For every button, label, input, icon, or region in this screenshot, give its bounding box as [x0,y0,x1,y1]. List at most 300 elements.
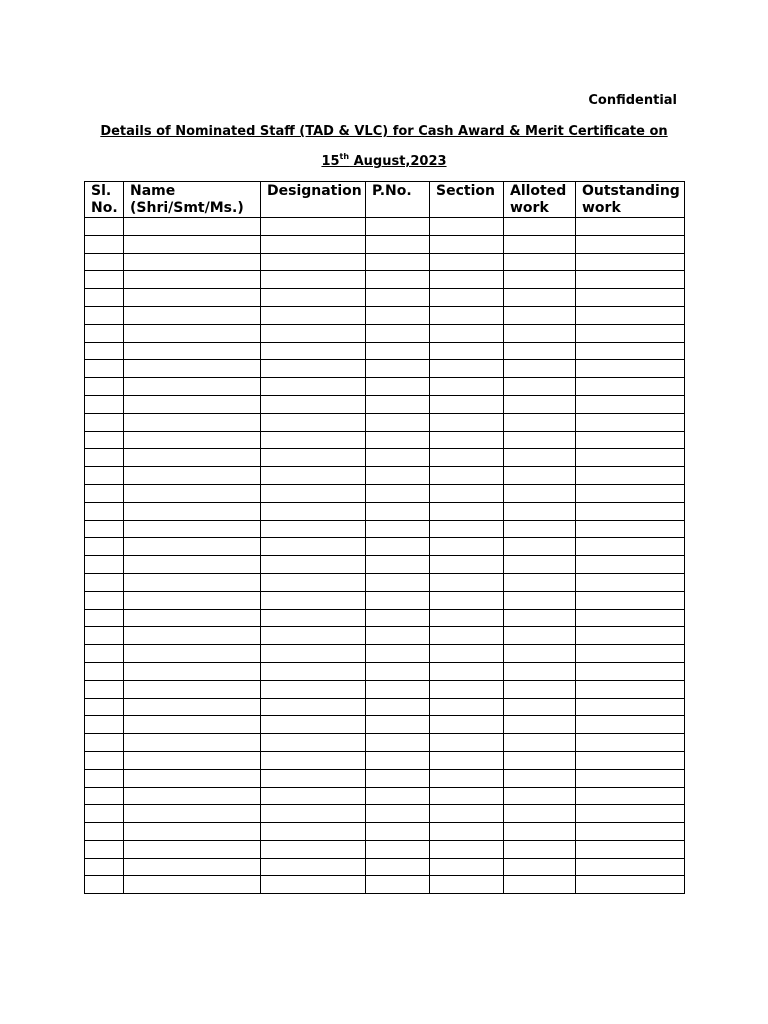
table-row [85,324,685,342]
table-cell [261,306,366,324]
table-cell [430,645,504,663]
table-cell [124,324,261,342]
table-row [85,306,685,324]
table-cell [366,342,430,360]
table-cell [430,484,504,502]
table-row [85,360,685,378]
table-cell [85,467,124,485]
table-row [85,378,685,396]
table-cell [576,378,685,396]
table-cell [430,395,504,413]
table-cell [261,253,366,271]
table-cell [576,734,685,752]
col-header-designation: Designation [261,182,366,218]
table-row [85,395,685,413]
table-cell [576,573,685,591]
table-cell [261,858,366,876]
col-header-name: Name (Shri/Smt/Ms.) [124,182,261,218]
table-cell [504,573,576,591]
table-cell [85,609,124,627]
table-cell [430,769,504,787]
table-cell [261,876,366,894]
table-cell [430,680,504,698]
table-cell [366,538,430,556]
table-cell [85,324,124,342]
table-cell [85,698,124,716]
table-cell [85,680,124,698]
table-cell [366,556,430,574]
table-cell [576,395,685,413]
table-row [85,876,685,894]
table-cell [366,627,430,645]
table-cell [261,413,366,431]
table-cell [576,591,685,609]
table-cell [576,342,685,360]
table-cell [85,289,124,307]
table-cell [504,538,576,556]
table-cell [430,716,504,734]
table-cell [85,253,124,271]
table-cell [504,645,576,663]
table-cell [504,378,576,396]
table-cell [261,342,366,360]
table-cell [124,413,261,431]
table-row [85,840,685,858]
table-cell [261,360,366,378]
table-cell [366,769,430,787]
table-cell [366,484,430,502]
table-cell [124,769,261,787]
table-row [85,805,685,823]
table-cell [85,805,124,823]
table-cell [261,805,366,823]
table-cell [124,484,261,502]
table-cell [366,360,430,378]
table-row [85,413,685,431]
table-cell [85,235,124,253]
table-cell [124,538,261,556]
staff-table [84,181,685,894]
document-title: Details of Nominated Staff (TAD & VLC) for Cash Award & Merit Certificate on [100,124,668,139]
table-cell [85,627,124,645]
table-cell [124,378,261,396]
table-row [85,431,685,449]
table-cell [430,520,504,538]
table-row [85,609,685,627]
table-cell [430,306,504,324]
table-cell [85,573,124,591]
table-cell [366,787,430,805]
table-cell [576,662,685,680]
table-cell [504,502,576,520]
table-cell [576,271,685,289]
table-cell [430,787,504,805]
table-cell [430,876,504,894]
table-cell [124,680,261,698]
table-cell [576,431,685,449]
table-cell [576,698,685,716]
table-cell [124,876,261,894]
table-cell [366,378,430,396]
table-row [85,253,685,271]
table-cell [366,609,430,627]
table-cell [85,840,124,858]
table-cell [366,591,430,609]
table-cell [430,840,504,858]
table-cell [430,253,504,271]
table-cell [124,840,261,858]
table-row [85,662,685,680]
table-cell [576,520,685,538]
table-cell [576,609,685,627]
table-cell [366,858,430,876]
table-cell [124,502,261,520]
table-cell [504,591,576,609]
table-cell [261,378,366,396]
table-cell [504,858,576,876]
table-cell [576,858,685,876]
table-cell [430,734,504,752]
table-cell [576,716,685,734]
table-cell [85,591,124,609]
table-cell [261,787,366,805]
table-cell [576,449,685,467]
table-row [85,556,685,574]
table-row [85,235,685,253]
table-cell [430,858,504,876]
table-cell [430,413,504,431]
table-cell [504,467,576,485]
table-row [85,502,685,520]
table-row [85,858,685,876]
table-cell [366,413,430,431]
table-cell [261,324,366,342]
table-row [85,751,685,769]
table-cell [504,324,576,342]
table-cell [576,680,685,698]
table-cell [430,378,504,396]
table-cell [430,556,504,574]
col-header-p-no: P.No. [366,182,430,218]
table-cell [124,787,261,805]
table-cell [85,645,124,663]
table-cell [261,502,366,520]
table-cell [85,449,124,467]
table-cell [261,662,366,680]
table-cell [504,876,576,894]
table-cell [576,787,685,805]
table-cell [366,253,430,271]
table-cell [504,449,576,467]
table-cell [366,751,430,769]
table-cell [124,253,261,271]
table-cell [430,823,504,841]
col-header-section: Section [430,182,504,218]
table-cell [124,716,261,734]
table-cell [430,218,504,236]
table-cell [504,734,576,752]
table-cell [85,306,124,324]
table-cell [261,645,366,663]
table-cell [124,306,261,324]
table-cell [261,449,366,467]
table-cell [504,840,576,858]
table-row [85,520,685,538]
table-cell [576,413,685,431]
table-cell [430,609,504,627]
table-cell [261,591,366,609]
table-cell [576,324,685,342]
table-cell [504,520,576,538]
table-cell [261,395,366,413]
table-cell [261,716,366,734]
table-cell [261,218,366,236]
table-cell [504,698,576,716]
table-cell [366,449,430,467]
table-cell [261,698,366,716]
table-cell [261,484,366,502]
table-cell [261,520,366,538]
table-cell [504,716,576,734]
table-cell [430,431,504,449]
table-cell [504,413,576,431]
table-cell [366,662,430,680]
table-cell [261,609,366,627]
table-header-row [85,182,685,218]
table-row [85,218,685,236]
table-cell [124,645,261,663]
table-row [85,467,685,485]
table-cell [576,751,685,769]
table-cell [504,627,576,645]
table-cell [261,823,366,841]
table-cell [261,769,366,787]
table-cell [430,449,504,467]
table-cell [124,591,261,609]
table-cell [366,218,430,236]
table-row [85,627,685,645]
table-row [85,698,685,716]
table-cell [576,823,685,841]
table-cell [504,218,576,236]
table-cell [366,271,430,289]
table-cell [85,395,124,413]
table-cell [261,680,366,698]
table-cell [504,271,576,289]
table-cell [124,467,261,485]
table-cell [576,218,685,236]
table-cell [430,360,504,378]
table-cell [366,306,430,324]
table-cell [124,449,261,467]
table-cell [504,805,576,823]
confidential-label: Confidential [588,93,677,108]
table-row [85,591,685,609]
table-cell [366,680,430,698]
table-cell [504,431,576,449]
table-cell [124,431,261,449]
table-cell [504,253,576,271]
table-cell [124,218,261,236]
table-cell [124,858,261,876]
table-cell [576,484,685,502]
table-cell [576,502,685,520]
table-cell [85,858,124,876]
table-cell [430,235,504,253]
date-rest: August,2023 [349,154,447,169]
table-cell [576,627,685,645]
table-cell [576,805,685,823]
table-cell [85,271,124,289]
table-cell [430,342,504,360]
table-cell [124,520,261,538]
table-cell [366,573,430,591]
table-cell [504,609,576,627]
table-cell [576,876,685,894]
col-header-alloted-work: Alloted work [504,182,576,218]
table-cell [430,467,504,485]
table-cell [85,502,124,520]
table-cell [366,716,430,734]
table-cell [366,324,430,342]
table-cell [576,235,685,253]
col-header-sl-no: Sl. No. [85,182,124,218]
table-cell [430,289,504,307]
table-row [85,645,685,663]
table-row [85,680,685,698]
table-cell [261,627,366,645]
table-cell [124,360,261,378]
table-cell [504,289,576,307]
date-day: 15 [321,154,340,169]
table-cell [504,680,576,698]
table-cell [124,573,261,591]
table-cell [504,484,576,502]
table-row [85,538,685,556]
table-cell [430,324,504,342]
table-cell [504,306,576,324]
table-cell [576,769,685,787]
col-header-outstanding-work: Outstanding work [576,182,685,218]
table-cell [576,253,685,271]
table-cell [261,235,366,253]
table-cell [261,467,366,485]
table-cell [430,698,504,716]
table-cell [124,289,261,307]
table-cell [261,734,366,752]
table-cell [85,876,124,894]
table-cell [85,823,124,841]
table-cell [576,645,685,663]
table-cell [430,573,504,591]
table-cell [430,805,504,823]
table-cell [504,556,576,574]
table-cell [85,218,124,236]
table-cell [430,751,504,769]
table-cell [85,734,124,752]
document-date [0,152,768,169]
table-cell [261,538,366,556]
table-cell [85,484,124,502]
table-cell [124,627,261,645]
table-cell [366,467,430,485]
table-row [85,573,685,591]
table-cell [124,734,261,752]
table-cell [85,413,124,431]
table-cell [576,306,685,324]
table-cell [504,342,576,360]
table-cell [504,662,576,680]
table-row [85,823,685,841]
table-cell [261,556,366,574]
table-cell [366,645,430,663]
table-row [85,734,685,752]
table-cell [261,751,366,769]
table-cell [430,662,504,680]
table-cell [366,840,430,858]
table-cell [85,360,124,378]
table-row [85,716,685,734]
table-cell [85,520,124,538]
table-cell [430,627,504,645]
table-body [85,218,685,894]
table-row [85,271,685,289]
table-cell [430,502,504,520]
table-row [85,484,685,502]
table-cell [261,840,366,858]
table-cell [124,556,261,574]
table-cell [504,769,576,787]
table-cell [124,609,261,627]
table-row [85,449,685,467]
table-cell [261,289,366,307]
table-cell [430,271,504,289]
table-cell [366,395,430,413]
table-cell [85,556,124,574]
table-cell [261,271,366,289]
table-cell [124,805,261,823]
table-cell [366,520,430,538]
table-cell [366,734,430,752]
table-cell [85,378,124,396]
table-cell [85,431,124,449]
table-cell [366,823,430,841]
table-cell [85,662,124,680]
table-row [85,787,685,805]
table-cell [576,360,685,378]
table-row [85,769,685,787]
table-cell [366,502,430,520]
table-cell [576,538,685,556]
table-row [85,289,685,307]
date-suffix: th [339,152,350,161]
table-cell [124,698,261,716]
table-cell [85,342,124,360]
table-cell [85,751,124,769]
table-cell [504,235,576,253]
table-cell [504,395,576,413]
table-row [85,342,685,360]
table-cell [576,556,685,574]
table-cell [366,431,430,449]
table-cell [85,787,124,805]
table-cell [124,342,261,360]
table-cell [366,289,430,307]
table-cell [124,823,261,841]
table-cell [366,235,430,253]
table-cell [430,591,504,609]
table-cell [85,769,124,787]
